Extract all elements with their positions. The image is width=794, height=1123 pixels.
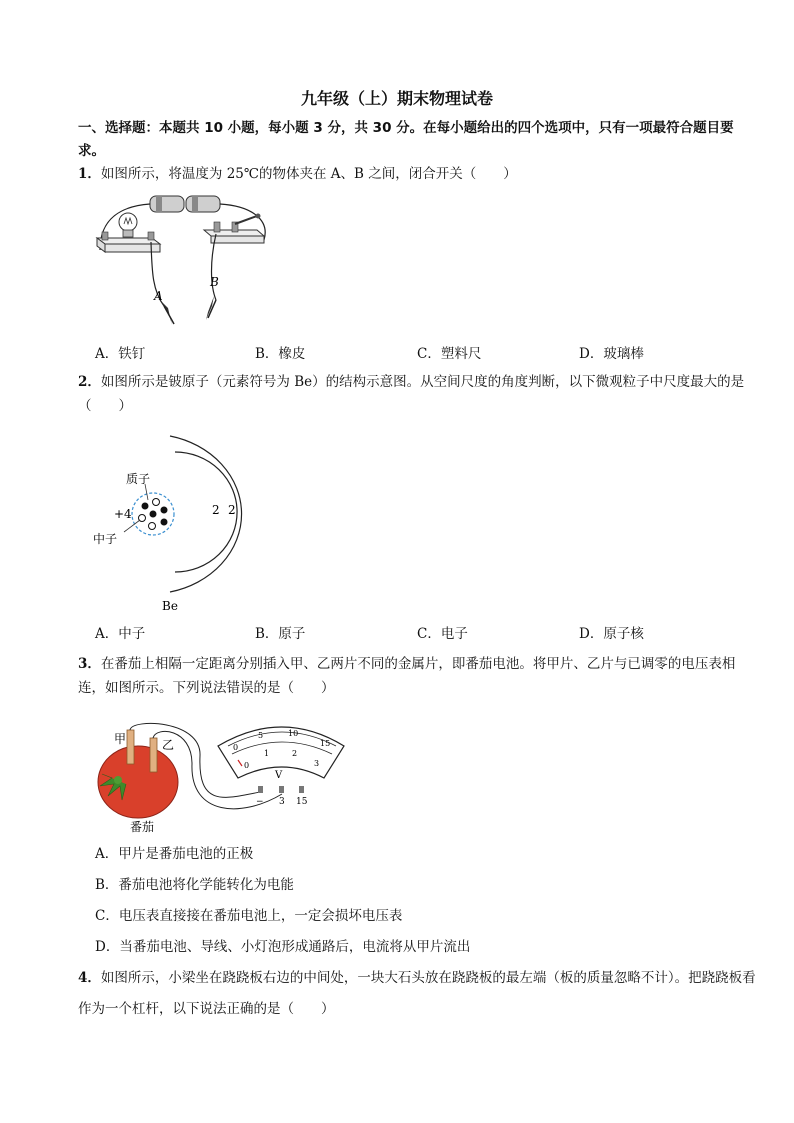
question-3 xyxy=(78,652,758,700)
section-heading: 一、选择题：本题共 10 小题，每小题 3 分，共 30 分。在每小题给出的四个选项中，只有一项最符合题目要求。 xyxy=(78,120,734,159)
upper-scale-0: 0 xyxy=(233,743,239,752)
plate-yi-label: 乙 xyxy=(162,738,175,752)
terminal-15: 15 xyxy=(296,797,308,807)
meter-unit: V xyxy=(275,770,283,781)
neutron-label: 中子 xyxy=(93,532,118,546)
plate-jia-label: 甲 xyxy=(114,732,127,746)
lower-scale-2: 2 xyxy=(292,749,298,758)
option-c[interactable]: C．塑料尺 xyxy=(417,346,482,362)
question-text: 在番茄上相隔一定距离分别插入甲、乙两片不同的金属片，即番茄电池。将甲片、乙片与已调零的电压表相连，如图所示。下列说法错误的是（ ） xyxy=(78,656,736,696)
upper-scale-5: 5 xyxy=(258,731,264,740)
question-text: 如图所示，小梁坐在跷跷板右边的中间处，一块大石头放在跷跷板的最左端（板的质量忽略不计）。把跷跷板看作为一个杠杆，以下说法正确的是（ ） xyxy=(78,970,756,1017)
option-b[interactable]: B．橡皮 xyxy=(255,346,306,362)
question-1 xyxy=(78,162,758,186)
question-2 xyxy=(78,370,758,418)
terminal-3: 3 xyxy=(279,797,285,807)
question-2-options xyxy=(95,622,775,642)
clip-a-label: A xyxy=(154,289,163,303)
lower-scale-1: 1 xyxy=(264,749,270,758)
page-title: 九年级（上）期末物理试卷 xyxy=(300,89,493,108)
option-b[interactable]: B．番茄电池将化学能转化为电能 xyxy=(95,877,294,893)
clip-b-label: B xyxy=(210,275,219,289)
nucleus-charge: +4 xyxy=(114,507,132,521)
lower-scale-3: 3 xyxy=(314,759,320,768)
question-number: 4． xyxy=(78,970,101,986)
option-a[interactable]: A．中子 xyxy=(95,626,146,642)
question-4 xyxy=(78,963,758,1025)
atom-structure-figure xyxy=(90,432,250,614)
circuit-figure xyxy=(92,190,282,335)
element-symbol: Be xyxy=(162,599,178,613)
tomato-battery-figure xyxy=(92,716,352,838)
option-c[interactable]: C．电压表直接接在番茄电池上，一定会损坏电压表 xyxy=(95,908,403,924)
question-number: 1． xyxy=(78,166,101,182)
option-d[interactable]: D．当番茄电池、导线、小灯泡形成通路后，电流将从甲片流出 xyxy=(95,939,471,955)
upper-scale-10: 10 xyxy=(288,729,299,738)
option-c[interactable]: C．电子 xyxy=(417,626,468,642)
lower-scale-0: 0 xyxy=(244,761,250,770)
option-d[interactable]: D．原子核 xyxy=(579,626,644,642)
option-b[interactable]: B．原子 xyxy=(255,626,306,642)
terminal-negative: − xyxy=(256,797,264,807)
option-a[interactable]: A．铁钉 xyxy=(95,346,146,362)
question-1-options xyxy=(95,342,775,362)
option-a[interactable]: A．甲片是番茄电池的正极 xyxy=(95,846,254,862)
question-number: 2． xyxy=(78,374,101,390)
inner-shell-electrons: 2 xyxy=(212,503,220,517)
question-number: 3． xyxy=(78,656,101,672)
question-text: 如图所示，将温度为 25℃的物体夹在 A、B 之间，闭合开关（ ） xyxy=(100,166,517,182)
option-d[interactable]: D．玻璃棒 xyxy=(579,346,644,362)
outer-shell-electrons: 2 xyxy=(228,503,236,517)
question-text: 如图所示是铍原子（元素符号为 Be）的结构示意图。从空间尺度的角度判断，以下微观粒子中尺度最大的是（ ） xyxy=(78,374,745,414)
tomato-label: 番茄 xyxy=(130,820,155,834)
proton-label: 质子 xyxy=(126,472,151,486)
upper-scale-15: 15 xyxy=(320,739,331,748)
